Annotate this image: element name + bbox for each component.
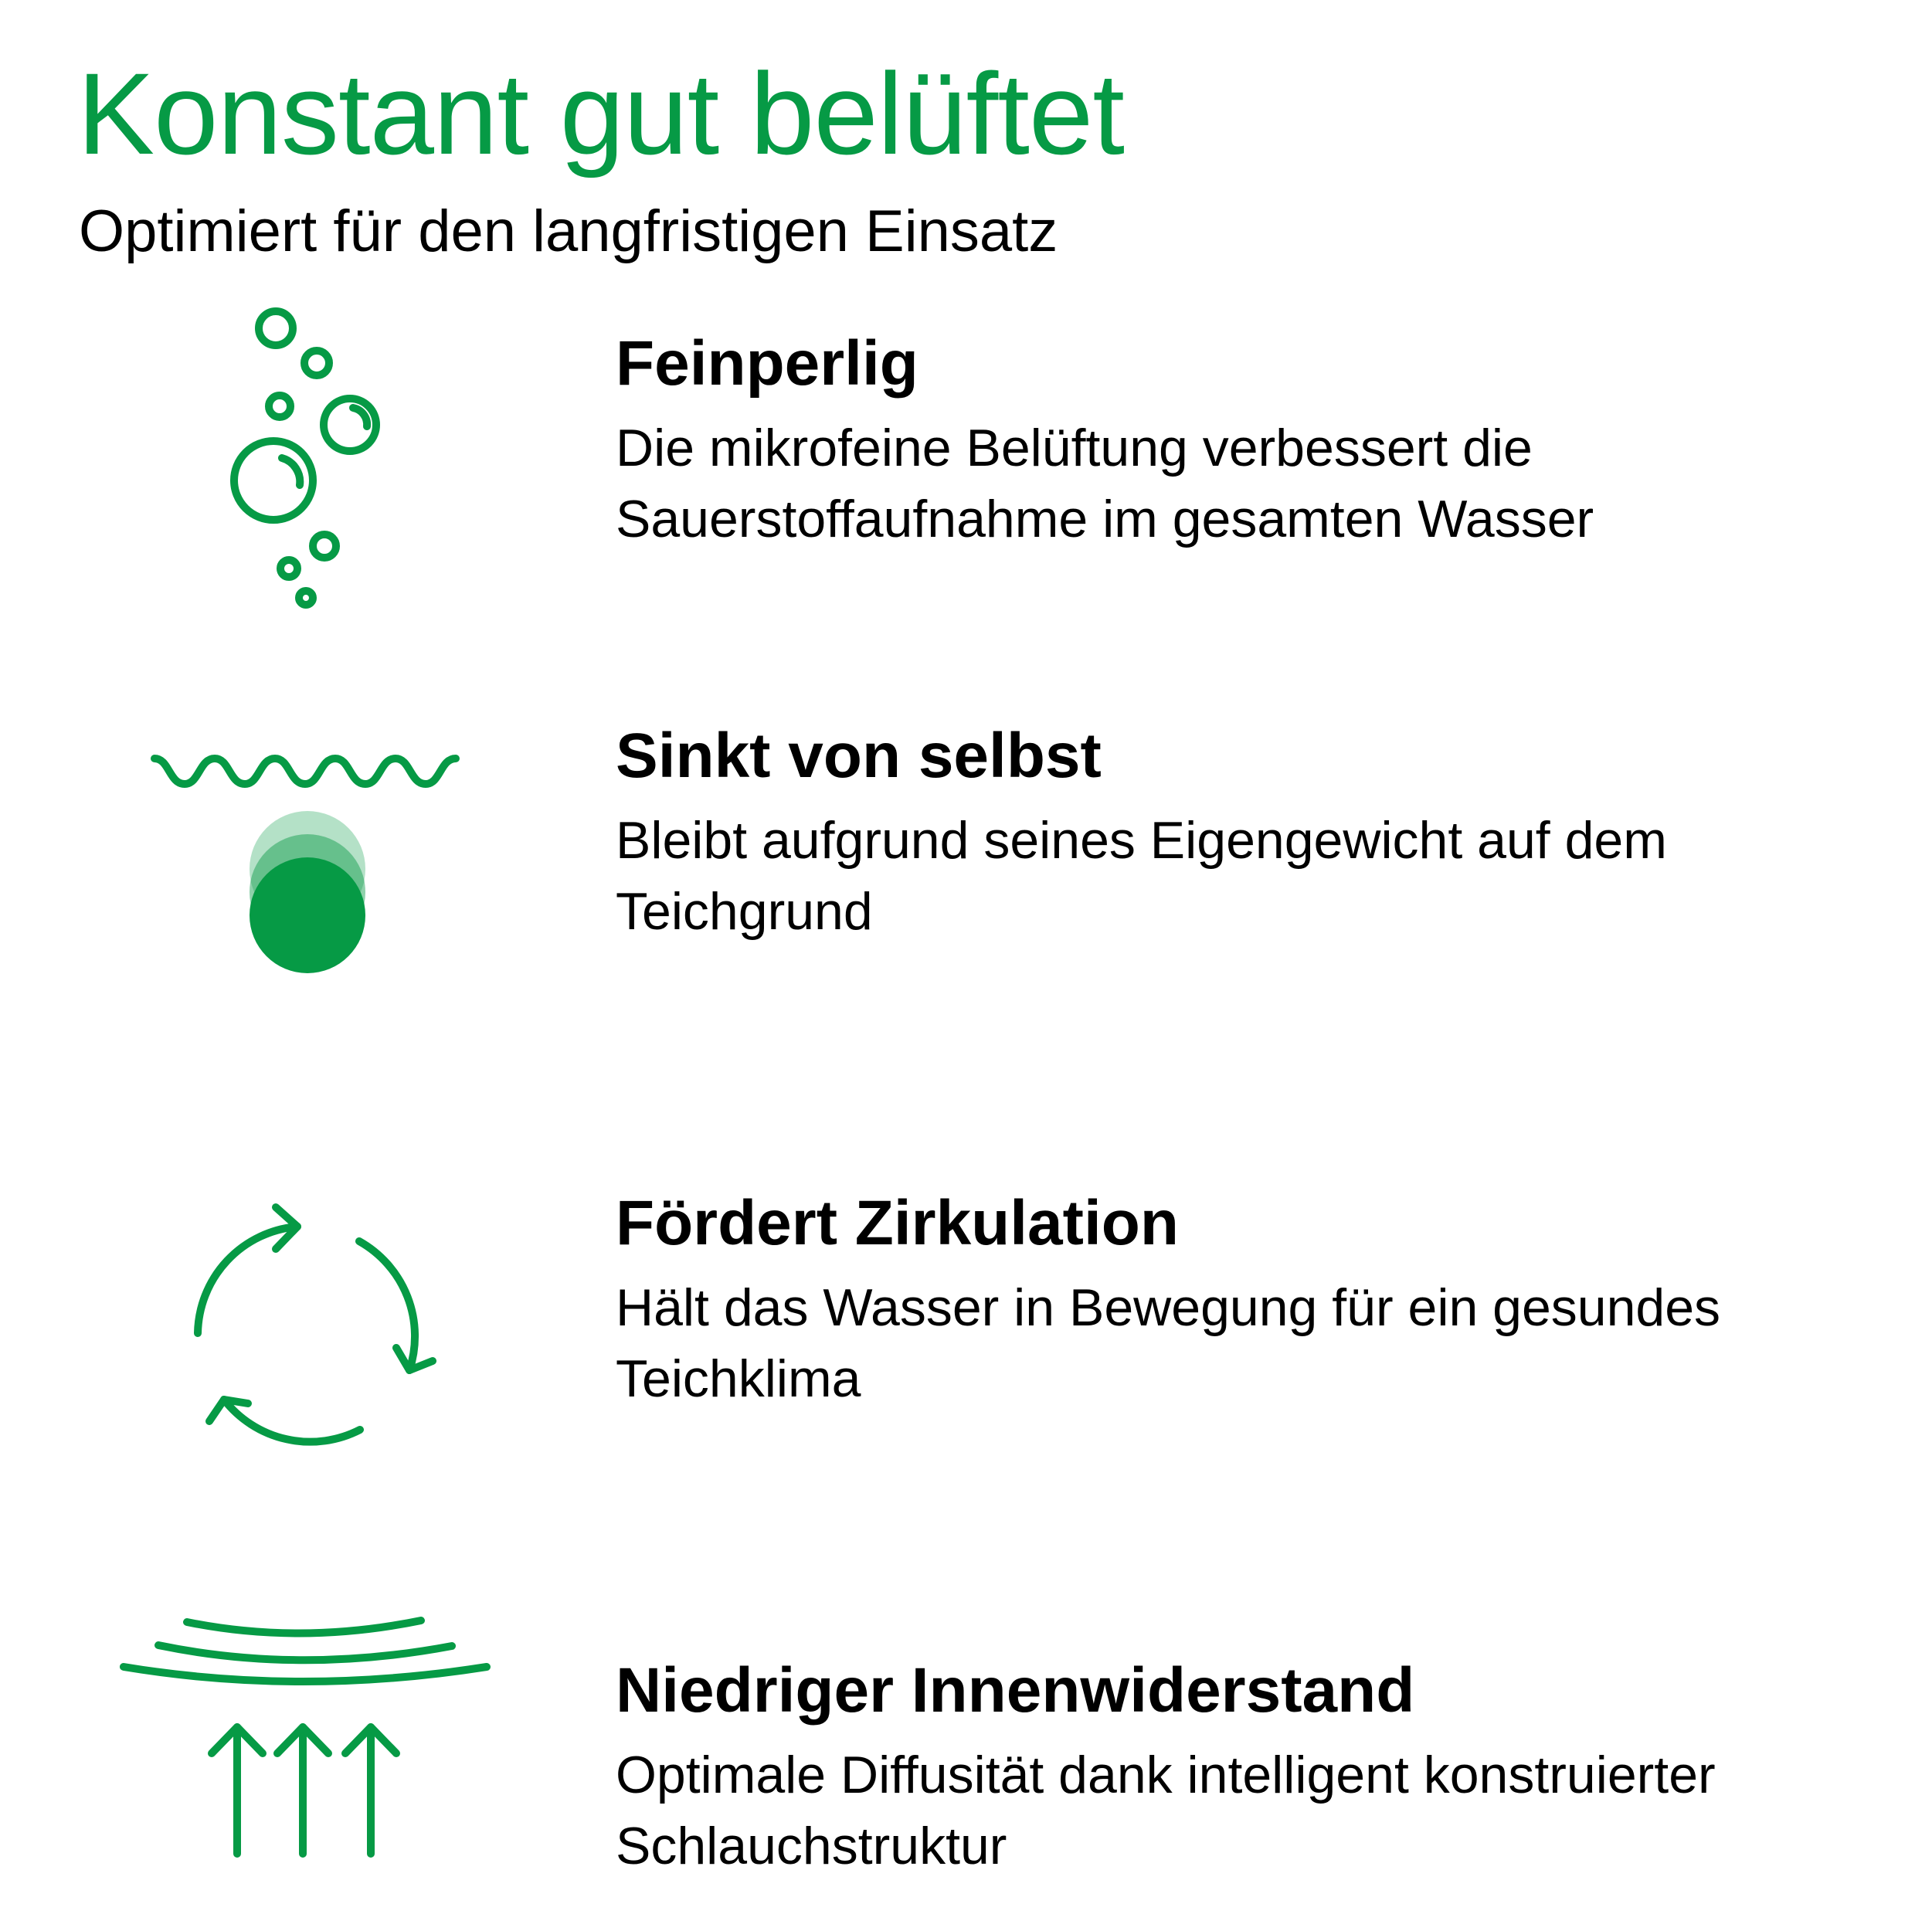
feature-description: Die mikrofeine Belüftung verbessert die Sauerstoffaufnahme im gesamten Wasser [616,419,1594,548]
feature-heading: Fördert Zirkulation [616,1188,1179,1258]
feature-description: Hält das Wasser in Bewegung für ein gesundes Teichklima [616,1278,1721,1408]
feature-description: Optimale Diffusität dank intelligent konstruierter Schlauchstruktur [616,1746,1716,1875]
feature-heading: Sinkt von selbst [616,721,1102,791]
page-title: Konstant gut belüftet [77,49,1125,178]
bubbles-icon [224,301,394,618]
feature-description: Bleibt aufgrund seines Eigengewicht auf dem Teichgrund [616,811,1667,941]
circulation-arrows-icon [185,1189,448,1460]
sinking-weight-icon [147,742,471,981]
feature-item [616,721,1913,947]
feature-heading: Feinperlig [616,328,918,399]
feature-item [616,328,1913,555]
feature-item [616,1655,1913,1882]
airflow-arrows-icon [116,1607,502,1877]
page-subtitle: Optimiert für den langfristigen Einsatz [79,199,1058,264]
feature-heading: Niedriger Innenwiderstand [616,1655,1415,1726]
feature-item [616,1188,1913,1414]
